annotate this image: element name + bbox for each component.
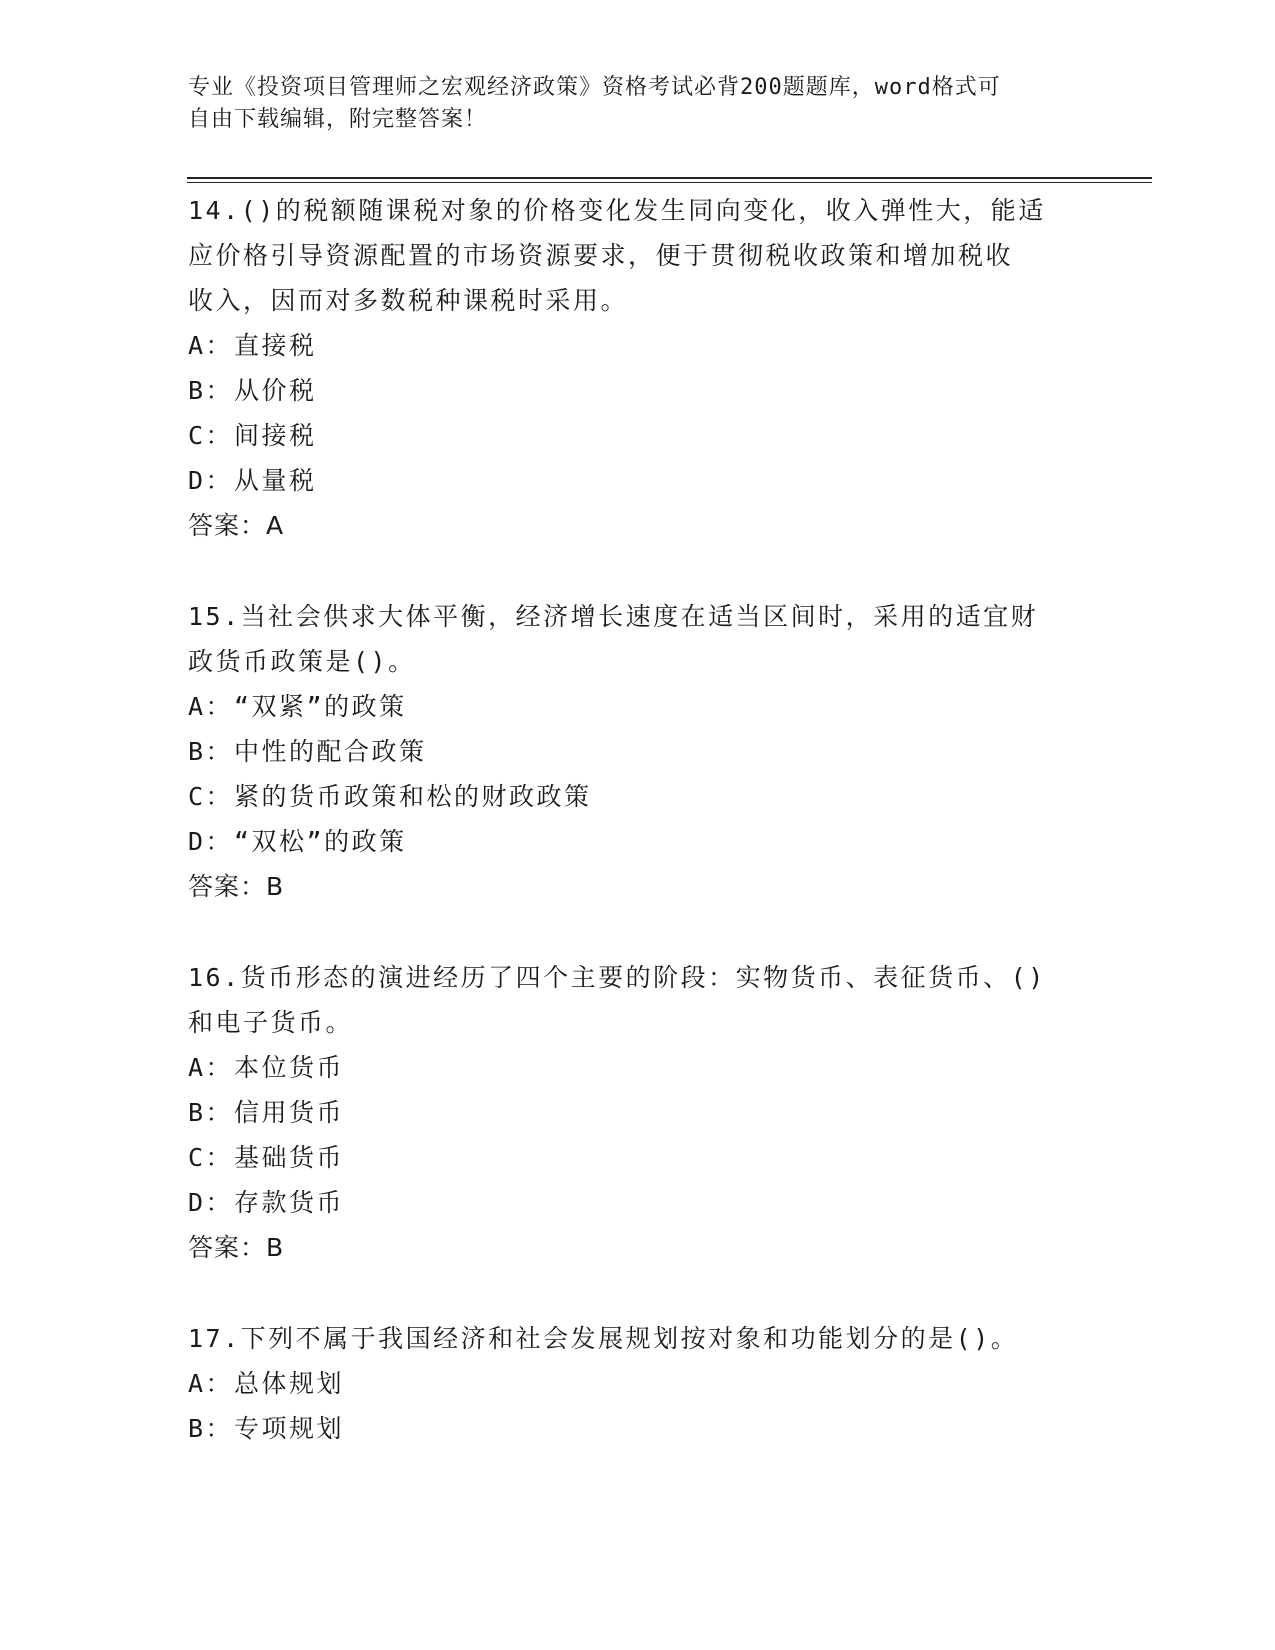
option-key: D： bbox=[188, 466, 234, 495]
question-stem-line: 17.下列不属于我国经济和社会发展规划按对象和功能划分的是()。 bbox=[188, 1324, 1019, 1353]
option-item bbox=[188, 1090, 1088, 1135]
option-text: 从价税 bbox=[234, 376, 317, 405]
question-block bbox=[188, 594, 1088, 909]
header-divider-thick bbox=[187, 177, 1152, 179]
option-item bbox=[188, 1045, 1088, 1090]
option-item bbox=[188, 1180, 1088, 1225]
option-text: 紧的货币政策和松的财政政策 bbox=[234, 782, 592, 811]
option-key: A： bbox=[188, 331, 234, 360]
option-key: B： bbox=[188, 737, 234, 766]
option-text: 专项规划 bbox=[234, 1414, 345, 1443]
option-key: C： bbox=[188, 782, 234, 811]
header-divider-thin bbox=[187, 182, 1152, 183]
option-key: A： bbox=[188, 1053, 234, 1082]
answer-line: 答案：A bbox=[188, 511, 285, 540]
question-block bbox=[188, 955, 1088, 1270]
question-stem-line: 政货币政策是()。 bbox=[188, 647, 416, 676]
question-stem-line: 16.货币形态的演进经历了四个主要的阶段：实物货币、表征货币、() bbox=[188, 963, 1046, 992]
option-list bbox=[188, 1045, 1088, 1225]
option-text: 从量税 bbox=[234, 466, 317, 495]
document-header bbox=[188, 72, 1068, 136]
option-item bbox=[188, 774, 1088, 819]
question-block bbox=[188, 188, 1088, 548]
option-key: B： bbox=[188, 1414, 234, 1443]
option-text: “双松”的政策 bbox=[234, 827, 407, 856]
header-line-2: 自由下载编辑，附完整答案！ bbox=[188, 107, 488, 132]
question-stem-line: 收入，因而对多数税种课税时采用。 bbox=[188, 286, 629, 315]
option-key: C： bbox=[188, 1143, 234, 1172]
option-text: 中性的配合政策 bbox=[234, 737, 427, 766]
option-list bbox=[188, 323, 1088, 503]
option-text: 总体规划 bbox=[234, 1369, 345, 1398]
option-key: A： bbox=[188, 1369, 234, 1398]
question-stem-line: 15.当社会供求大体平衡，经济增长速度在适当区间时，采用的适宜财 bbox=[188, 602, 1039, 631]
option-key: D： bbox=[188, 827, 234, 856]
option-text: 直接税 bbox=[234, 331, 317, 360]
option-item bbox=[188, 819, 1088, 864]
option-item bbox=[188, 368, 1088, 413]
header-line-1: 专业《投资项目管理师之宏观经济政策》资格考试必背200题题库，word格式可 bbox=[188, 75, 1001, 100]
option-text: 信用货币 bbox=[234, 1098, 345, 1127]
question-block bbox=[188, 1316, 1088, 1451]
option-item bbox=[188, 458, 1088, 503]
answer-line: 答案：B bbox=[188, 872, 285, 901]
question-stem-line: 应价格引导资源配置的市场资源要求，便于贯彻税收政策和增加税收 bbox=[188, 241, 1014, 270]
option-list bbox=[188, 1361, 1088, 1451]
option-item bbox=[188, 413, 1088, 458]
option-list bbox=[188, 684, 1088, 864]
option-text: 存款货币 bbox=[234, 1188, 345, 1217]
option-item bbox=[188, 1406, 1088, 1451]
option-text: 基础货币 bbox=[234, 1143, 345, 1172]
option-key: C： bbox=[188, 421, 234, 450]
option-key: A： bbox=[188, 692, 234, 721]
option-key: D： bbox=[188, 1188, 234, 1217]
option-item bbox=[188, 1361, 1088, 1406]
option-text: “双紧”的政策 bbox=[234, 692, 407, 721]
option-key: B： bbox=[188, 1098, 234, 1127]
question-stem-line: 和电子货币。 bbox=[188, 1008, 354, 1037]
answer-line: 答案：B bbox=[188, 1233, 285, 1262]
option-item bbox=[188, 1135, 1088, 1180]
option-text: 本位货币 bbox=[234, 1053, 345, 1082]
option-item bbox=[188, 323, 1088, 368]
option-key: B： bbox=[188, 376, 234, 405]
option-text: 间接税 bbox=[234, 421, 317, 450]
question-stem-line: 14.()的税额随课税对象的价格变化发生同向变化，收入弹性大，能适 bbox=[188, 196, 1046, 225]
question-list bbox=[188, 188, 1088, 1497]
option-item bbox=[188, 729, 1088, 774]
option-item bbox=[188, 684, 1088, 729]
